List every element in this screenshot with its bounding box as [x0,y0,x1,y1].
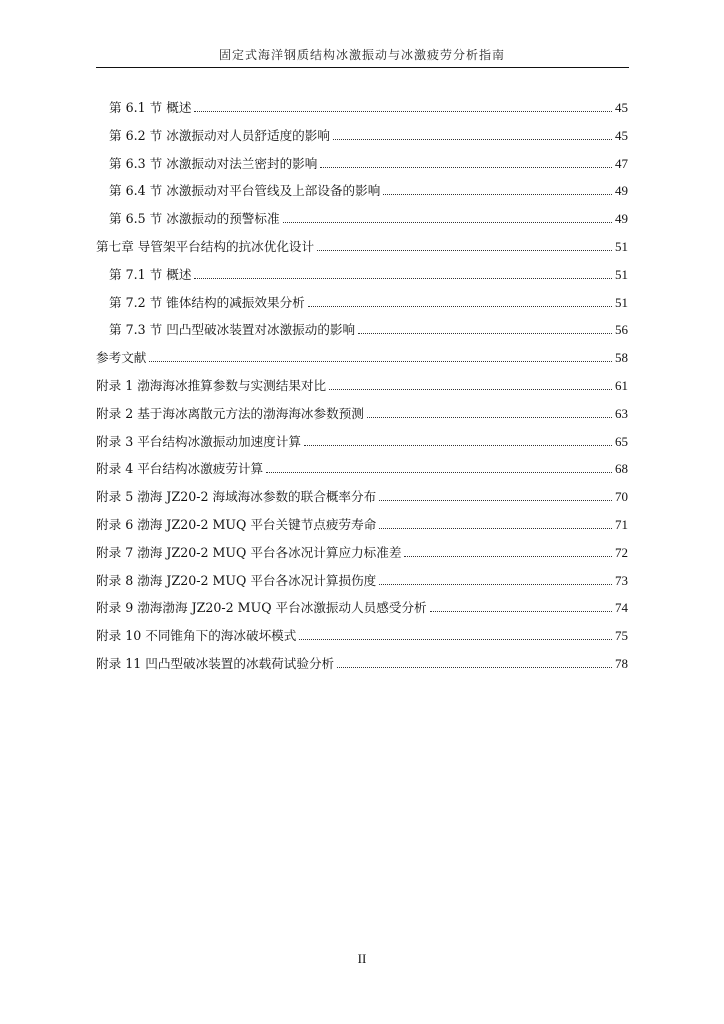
dot-leader [194,278,612,279]
toc-entry-title: 第七章 导管架平台结构的抗冰优化设计 [96,238,315,254]
toc-entry-page: 45 [615,100,628,115]
dot-leader [358,333,612,334]
dot-leader [266,472,612,473]
toc-entry-title: 第 7.1 节 概述 [109,266,192,282]
dot-leader [379,584,612,585]
table-of-contents [96,97,628,681]
toc-entry[interactable] [96,458,628,486]
toc-entry[interactable] [96,514,628,542]
toc-entry-title: 第 6.4 节 冰激振动对平台管线及上部设备的影响 [109,183,381,199]
toc-entry[interactable] [96,625,628,653]
toc-entry-title: 附录 8 渤海 JZ20-2 MUQ 平台各冰况计算损伤度 [96,572,377,588]
dot-leader [379,500,612,501]
toc-entry[interactable] [96,347,628,375]
toc-entry-title: 参考文献 [96,350,147,366]
dot-leader [367,417,612,418]
toc-entry-title: 附录 3 平台结构冰激振动加速度计算 [96,433,301,449]
toc-entry[interactable] [96,264,628,292]
dot-leader [149,361,612,362]
toc-entry[interactable] [96,542,628,570]
toc-entry-title: 附录 9 渤海渤海 JZ20-2 MUQ 平台冰激振动人员感受分析 [96,600,427,616]
toc-entry-title: 附录 10 不同锥角下的海冰破坏模式 [96,628,297,644]
toc-entry[interactable] [96,125,628,153]
dot-leader [194,111,612,112]
toc-entry-title: 附录 1 渤海海冰推算参数与实测结果对比 [96,377,327,393]
dot-leader [304,445,612,446]
dot-leader [308,306,612,307]
toc-entry-page: 73 [615,572,628,588]
toc-entry-title: 第 6.5 节 冰激振动的预警标准 [109,211,280,227]
toc-entry[interactable] [96,236,628,264]
toc-entry[interactable] [96,597,628,625]
header-divider [96,67,629,68]
toc-entry-page: 49 [615,211,628,227]
dot-leader [383,194,612,195]
toc-entry-page: 75 [615,628,628,644]
toc-entry[interactable] [96,180,628,208]
toc-entry-title: 附录 11 凹凸型破冰装置的冰载荷试验分析 [96,655,335,671]
toc-entry[interactable] [96,292,628,320]
toc-entry-page: 71 [615,516,628,532]
dot-leader [317,250,612,251]
toc-entry-page: 45 [615,127,628,143]
toc-entry-page: 68 [615,461,628,477]
toc-entry-title: 附录 2 基于海冰离散元方法的渤海海冰参数预测 [96,405,364,421]
toc-entry-title: 第 6.3 节 冰激振动对法兰密封的影响 [109,155,318,171]
dot-leader [333,139,612,140]
toc-entry-page: 51 [615,238,628,254]
running-header-title: 固定式海洋钢质结构冰激振动与冰激疲劳分析指南 [218,48,505,62]
dot-leader [320,167,612,168]
toc-entry-title: 附录 7 渤海 JZ20-2 MUQ 平台各冰况计算应力标准差 [96,544,402,560]
toc-entry-page: 51 [615,294,628,310]
toc-entry-title: 第 6.2 节 冰激振动对人员舒适度的影响 [109,127,330,143]
toc-entry[interactable] [96,431,628,459]
toc-entry-page: 47 [615,155,628,171]
dot-leader [299,639,612,640]
toc-entry-page: 56 [615,322,628,338]
toc-entry-title: 附录 5 渤海 JZ20-2 海域海冰参数的联合概率分布 [96,489,377,505]
toc-entry-page: 72 [615,544,628,560]
dot-leader [430,611,612,612]
toc-entry-title: 第 6.1 节 概述 [109,100,192,115]
toc-entry-page: 63 [615,405,628,421]
toc-entry-page: 65 [615,433,628,449]
toc-entry-title: 第 7.3 节 凹凸型破冰装置对冰激振动的影响 [109,322,356,338]
toc-entry-page: 58 [615,350,628,366]
dot-leader [283,222,612,223]
toc-entry[interactable] [96,570,628,598]
toc-entry-page: 61 [615,377,628,393]
toc-entry[interactable] [96,97,628,125]
toc-entry-title: 附录 4 平台结构冰激疲劳计算 [96,461,264,477]
toc-entry-page: 51 [615,266,628,282]
toc-entry[interactable] [96,486,628,514]
dot-leader [329,389,612,390]
page-number: II [357,951,367,966]
toc-entry-page: 78 [615,655,628,671]
toc-entry[interactable] [96,319,628,347]
toc-entry-title: 第 7.2 节 锥体结构的减振效果分析 [109,294,305,310]
toc-entry-title: 附录 6 渤海 JZ20-2 MUQ 平台关键节点疲劳寿命 [96,516,377,532]
dot-leader [337,667,612,668]
toc-entry-page: 49 [615,183,628,199]
toc-entry-page: 74 [615,600,628,616]
toc-entry[interactable] [96,208,628,236]
toc-entry[interactable] [96,653,628,681]
toc-entry[interactable] [96,153,628,181]
dot-leader [404,556,612,557]
toc-entry[interactable] [96,403,628,431]
dot-leader [379,528,612,529]
toc-entry-page: 70 [615,489,628,505]
toc-entry[interactable] [96,375,628,403]
